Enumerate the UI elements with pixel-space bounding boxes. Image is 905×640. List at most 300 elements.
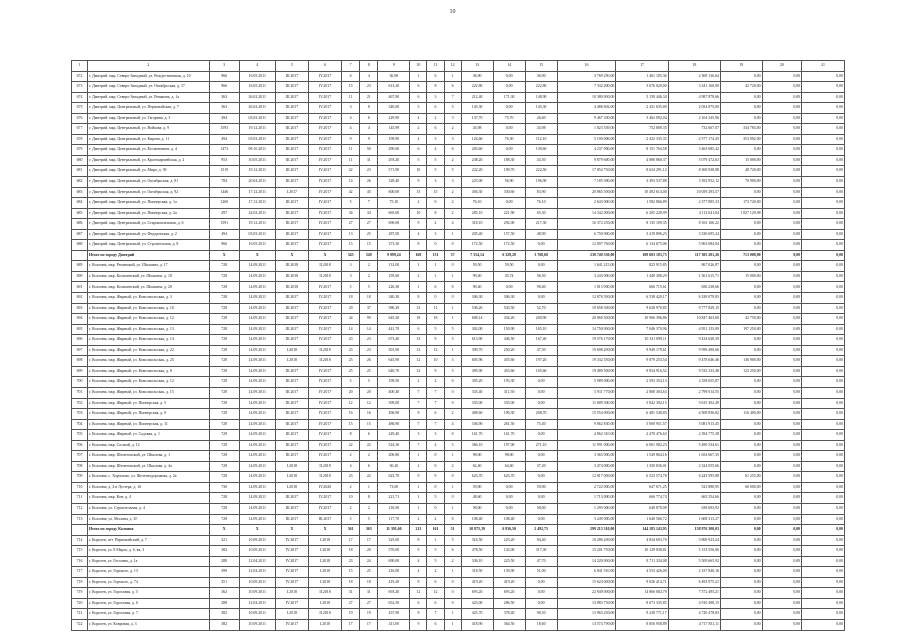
table-cell: 8 <box>410 535 427 546</box>
table-cell: 4 <box>342 461 360 472</box>
table-cell: 0,00 <box>493 198 525 209</box>
table-cell: IV.2017 <box>308 82 341 93</box>
table-cell: 222,80 <box>525 82 557 93</box>
table-cell: 4 <box>444 419 461 430</box>
table-cell: г. Коломна, мкр. Жирный, ул. Комсомольская, д. 10 <box>88 303 210 314</box>
table-cell: 716 <box>72 556 88 567</box>
table-cell: 0,00 <box>721 440 763 451</box>
table-cell: 6 <box>410 324 427 335</box>
table-cell: 728 <box>209 419 239 430</box>
table-cell: 50 <box>360 145 378 156</box>
table-cell: I.2018 <box>275 482 308 493</box>
table-cell: 8 <box>410 609 427 620</box>
table-cell: 0,00 <box>802 430 845 441</box>
table-cell: 36,90 <box>525 71 557 82</box>
table-cell: III.2017 <box>275 440 308 451</box>
table-cell: г. Королев, ул. Гороховая, д. 6 <box>88 598 210 609</box>
table-cell: 222,20 <box>461 166 493 177</box>
table-cell: 14.09.2011 <box>239 503 275 514</box>
table-cell <box>72 250 88 261</box>
table-cell: 19.12.2011 <box>239 166 275 177</box>
table-cell: IV.2017 <box>308 419 341 430</box>
table-cell: 0,00 <box>721 493 763 504</box>
table-cell: 7 332 200,00 <box>557 82 616 93</box>
table-cell: г. Дмитрий, мкр. Северо-Западный, ул. Рождественская, д. 10 <box>88 71 210 82</box>
table-cell: 4 987 878,66 <box>668 92 720 103</box>
table-cell: 42 <box>342 187 360 198</box>
column-number-header: 6 <box>308 61 341 72</box>
table-cell: 1 <box>360 482 378 493</box>
table-cell: IV.2017 <box>308 377 341 388</box>
table-cell: I.2018 <box>308 577 341 588</box>
table-cell: 441,70 <box>378 324 410 335</box>
table-cell: г. Дмитрий, мкр. Центральный, ул. Космонавтов, д. 4 <box>88 145 210 156</box>
table-cell: 17.12.2011 <box>239 187 275 198</box>
table-cell: 3 243 000,00 <box>557 271 616 282</box>
table-cell: 5 615 302,49 <box>668 398 720 409</box>
table-cell: IV.2017 <box>275 619 308 630</box>
table-cell: 62,40 <box>461 461 493 472</box>
table-row <box>72 461 845 472</box>
table-cell: 5 089 000,00 <box>557 377 616 388</box>
table-cell: 8 163 166,22 <box>668 219 720 230</box>
table-row <box>72 419 845 430</box>
table-cell: 696 <box>72 335 88 346</box>
table-cell: 0,00 <box>802 134 845 145</box>
table-cell: 700 <box>72 377 88 388</box>
table-cell: 148,90 <box>525 92 557 103</box>
table-cell: 486,90 <box>378 419 410 430</box>
table-cell: 317,30 <box>525 546 557 557</box>
table-cell: 1260 <box>209 198 239 209</box>
table-row <box>72 166 845 177</box>
table-cell: 17 852 750,00 <box>557 166 616 177</box>
table-cell: 7 554,14 <box>461 250 493 261</box>
table-cell: 5 <box>342 377 360 388</box>
table-cell: 99,40 <box>461 271 493 282</box>
table-cell: г. Дмитрий, мкр. Центральный, ул. Первомайская, д. 7 <box>88 103 210 114</box>
table-cell: IV.2017 <box>308 324 341 335</box>
table-cell: 325,00 <box>378 535 410 546</box>
table-cell: 0,00 <box>721 229 763 240</box>
table-cell: 20 <box>360 387 378 398</box>
table-cell: 199,90 <box>378 134 410 145</box>
table-cell: 14.09.2011 <box>239 493 275 504</box>
table-cell: 1 561 615,71 <box>668 271 720 282</box>
table-cell: II.2018 <box>308 461 341 472</box>
table-cell: III.2017 <box>275 324 308 335</box>
table-cell: 728 <box>209 366 239 377</box>
table-cell: 0,00 <box>802 92 845 103</box>
column-number-header: 14 <box>493 61 525 72</box>
table-cell: 1 713 000,00 <box>557 493 616 504</box>
table-row <box>72 219 845 230</box>
table-cell: 0,00 <box>762 503 802 514</box>
table-cell: 2 722 000,00 <box>557 482 616 493</box>
table-cell: 0,00 <box>762 419 802 430</box>
table-cell: 229,90 <box>378 113 410 124</box>
table-cell: 27 <box>360 598 378 609</box>
table-cell: 681 <box>72 166 88 177</box>
table-cell: 494 <box>209 113 239 124</box>
table-cell: 31 <box>360 155 378 166</box>
table-cell: 0,00 <box>762 303 802 314</box>
table-cell: 623,70 <box>461 472 493 483</box>
table-row <box>72 440 845 451</box>
table-cell: 0,00 <box>762 166 802 177</box>
table-cell: 1 <box>427 535 444 546</box>
table-row <box>72 398 845 409</box>
table-cell: 728 <box>209 398 239 409</box>
table-row <box>72 303 845 314</box>
table-cell: 17.12.2011 <box>239 198 275 209</box>
table-cell: 0 <box>444 472 461 483</box>
table-cell: 10 059 293,57 <box>668 187 720 198</box>
table-cell: 287,00 <box>378 229 410 240</box>
column-number-header: 11 <box>427 61 444 72</box>
table-cell: 363 <box>360 525 378 536</box>
table-cell: 0,00 <box>721 461 763 472</box>
table-cell: 623,70 <box>493 472 525 483</box>
table-cell: 0,00 <box>762 609 802 620</box>
table-cell: 10 492 614,00 <box>616 187 668 198</box>
table-cell: 0,00 <box>721 525 763 536</box>
table-cell: 83,90 <box>525 187 557 198</box>
table-cell: 9 879 253,54 <box>616 356 668 367</box>
table-cell: г. Коломна, мкр. Жирный, ул. Комсомольская, д. 15 <box>88 387 210 398</box>
table-cell: 728 <box>209 451 239 462</box>
column-number-header: 16 <box>557 61 616 72</box>
table-cell: 708 <box>72 461 88 472</box>
table-cell: 6 <box>427 124 444 135</box>
table-cell: 0,00 <box>721 398 763 409</box>
table-cell: 3 419 806,25 <box>616 229 668 240</box>
table-cell: X <box>308 525 341 536</box>
table-cell: 0,00 <box>721 240 763 251</box>
table-cell: 0,00 <box>802 377 845 388</box>
table-cell: 5 <box>427 493 444 504</box>
table-cell: 25 <box>360 229 378 240</box>
table-cell: 14.09.2011 <box>239 430 275 441</box>
table-cell: 172,50 <box>493 240 525 251</box>
table-cell: 14.09.2011 <box>239 451 275 462</box>
table-cell: 14.09.2011 <box>239 472 275 483</box>
table-cell: 23 <box>360 345 378 356</box>
table-cell: 0,00 <box>493 124 525 135</box>
table-cell: 19 <box>360 609 378 620</box>
table-cell: 16 <box>342 409 360 420</box>
table-cell: 0 <box>444 588 461 599</box>
table-cell: IV.2017 <box>308 219 341 230</box>
table-cell: 15 <box>360 240 378 251</box>
table-cell: 4 237 000,00 <box>557 145 616 156</box>
table-cell: 679 <box>72 145 88 156</box>
table-cell: III.2017 <box>275 430 308 441</box>
table-cell: 0,00 <box>762 250 802 261</box>
table-cell: 0,00 <box>802 419 845 430</box>
table-cell: 212,40 <box>461 92 493 103</box>
table-cell: 0,00 <box>762 82 802 93</box>
table-cell: 5 <box>427 324 444 335</box>
table-row <box>72 314 845 325</box>
table-cell: 4 <box>410 134 427 145</box>
table-cell: 26,60 <box>525 113 557 124</box>
table-cell: 7 <box>444 92 461 103</box>
column-number-header: 17 <box>616 61 668 72</box>
table-cell: 15 201 750,00 <box>557 546 616 557</box>
table-cell: 728 <box>209 503 239 514</box>
table-cell: 400,40 <box>378 387 410 398</box>
table-cell: 4 834 693,70 <box>616 535 668 546</box>
table-cell: 8 856 958,89 <box>616 619 668 630</box>
table-cell: 43,98 <box>525 124 557 135</box>
table-cell: 293,20 <box>378 155 410 166</box>
table-cell: 4 508 836,82 <box>668 409 720 420</box>
table-cell: X <box>239 250 275 261</box>
table-cell: 446,50 <box>493 335 525 346</box>
table-cell: 9 532 333,48 <box>668 366 720 377</box>
table-cell: I.2018 <box>308 567 341 578</box>
table-cell: 15 <box>427 187 444 198</box>
table-cell: X <box>239 525 275 536</box>
table-cell: 1 <box>444 71 461 82</box>
table-cell: 16.05.2011 <box>239 71 275 82</box>
table-cell: г. Дмитрий, мкр. Северо-Западный, ул. Ревякина, д. 1а <box>88 92 210 103</box>
table-cell: III.2018 <box>275 282 308 293</box>
table-cell: 205,40 <box>461 229 493 240</box>
table-cell: 351 <box>209 577 239 588</box>
table-cell: 4 <box>342 124 360 135</box>
table-cell: 14.09.2011 <box>239 482 275 493</box>
table-cell: 1 815 000,00 <box>557 282 616 293</box>
table-cell: 3 <box>444 177 461 188</box>
table-cell: 4 717 831,11 <box>668 619 720 630</box>
table-cell: 690,00 <box>378 556 410 567</box>
table-cell: 418,90 <box>461 619 493 630</box>
table-cell: 335,40 <box>461 387 493 398</box>
table-cell: г. Дмитрий, мкр. Центральный, ул. Войкова, д. 9 <box>88 124 210 135</box>
table-cell: 0,00 <box>802 588 845 599</box>
table-cell: 20 875,39 <box>461 525 493 536</box>
table-cell: I.2017 <box>275 187 308 198</box>
table-cell: 680 <box>72 155 88 166</box>
table-cell: 0,00 <box>762 293 802 304</box>
table-cell: 11 991 000,00 <box>557 440 616 451</box>
table-cell: г. Дмитрий, мкр. Центральный, ул. Красноармейская, д. 2 <box>88 155 210 166</box>
table-cell: 10 <box>410 166 427 177</box>
table-cell: I.2018 <box>275 588 308 599</box>
table-cell: 37 <box>444 250 461 261</box>
table-cell: III.2017 <box>275 166 308 177</box>
table-cell: 4 <box>410 556 427 567</box>
table-cell: 5 <box>427 155 444 166</box>
table-cell: 419,20 <box>378 577 410 588</box>
table-cell: 496,90 <box>378 409 410 420</box>
table-cell: 14.09.2011 <box>239 335 275 346</box>
table-cell: 334 783,00 <box>721 124 763 135</box>
table-cell: 117 305 201,26 <box>668 250 720 261</box>
table-cell: 0,00 <box>721 145 763 156</box>
table-cell: II.2018 <box>308 356 341 367</box>
table-cell: 99 <box>360 314 378 325</box>
table-cell: 31 <box>360 588 378 599</box>
table-cell: 7 <box>410 398 427 409</box>
table-cell: 705 <box>72 430 88 441</box>
table-cell: 695 <box>72 324 88 335</box>
table-cell: 2 <box>360 271 378 282</box>
table-cell: 16.05.2011 <box>239 82 275 93</box>
table-cell: 199,50 <box>378 377 410 388</box>
table-cell: 29 <box>342 303 360 314</box>
table-cell: 292,00 <box>493 219 525 230</box>
table-cell: IV.2017 <box>308 451 341 462</box>
table-cell: 1 <box>444 482 461 493</box>
table-cell: 0,00 <box>802 619 845 630</box>
table-cell: г. Коломна, мкр. Жирный, ул. Комсомольская, д. 13 <box>88 324 210 335</box>
table-cell: 0 <box>444 240 461 251</box>
table-cell: 5 869 923,24 <box>668 535 720 546</box>
table-cell: 5 <box>342 514 360 525</box>
table-cell: 196,90 <box>525 177 557 188</box>
table-cell: 728 <box>209 324 239 335</box>
table-cell: 467,80 <box>378 92 410 103</box>
table-cell: IV.2017 <box>308 493 341 504</box>
table-cell: 12 876 500,00 <box>557 293 616 304</box>
table-cell: 116 400,00 <box>721 409 763 420</box>
table-cell: 728 <box>209 472 239 483</box>
table-cell: IV.2017 <box>308 145 341 156</box>
table-cell: III.2017 <box>275 229 308 240</box>
table-cell: 197,00 <box>493 440 525 451</box>
table-cell: IV.2017 <box>308 198 341 209</box>
table-cell: 0,00 <box>721 377 763 388</box>
table-cell: 65,30 <box>525 208 557 219</box>
table-cell: X <box>275 525 308 536</box>
table-cell: 48 720,00 <box>721 166 763 177</box>
table-cell: 19 698 200,00 <box>557 345 616 356</box>
table-cell: 27 <box>342 598 360 609</box>
table-cell: 9 999,24 <box>378 250 410 261</box>
table-cell: 1 <box>410 71 427 82</box>
table-cell: III.2017 <box>275 177 308 188</box>
table-cell: 0,00 <box>762 145 802 156</box>
table-cell: 14 <box>342 177 360 188</box>
table-cell: г. Дмитрий, мкр. Центральный, ул. Кирова, д. 11 <box>88 134 210 145</box>
table-cell: 2 470 476,63 <box>616 430 668 441</box>
table-cell: 0,00 <box>493 282 525 293</box>
table-cell: III.2017 <box>275 113 308 124</box>
table-cell: 1 <box>444 303 461 314</box>
table-cell: 1 350 836,01 <box>616 461 668 472</box>
table-cell: 6 243 595,88 <box>668 472 720 483</box>
table-cell: г. Дмитрий, мкр. Центральный, ул. Гагарина, д. 3 <box>88 113 210 124</box>
table-cell: 706 <box>72 440 88 451</box>
table-cell: 318,10 <box>461 219 493 230</box>
table-cell: 10 <box>427 356 444 367</box>
table-cell: 0,00 <box>721 92 763 103</box>
table-cell: г. Коломна, мкр. Жирный, ул. Пионерская, д. 9 <box>88 409 210 420</box>
table-cell: 10 380 000,00 <box>557 92 616 103</box>
table-cell: 6 936,50 <box>493 525 525 536</box>
table-cell: 4 486 602,00 <box>557 103 616 114</box>
table-cell: 76,10 <box>525 198 557 209</box>
table-cell: 1 827 129,98 <box>721 208 763 219</box>
table-cell: 696,00 <box>378 219 410 230</box>
table-cell: 353 092,00 <box>721 134 763 145</box>
table-cell: 2 <box>427 514 444 525</box>
table-cell: 3 <box>444 134 461 145</box>
column-number-header: 19 <box>721 61 763 72</box>
table-cell: IV.2017 <box>308 314 341 325</box>
table-cell: 14.09.2011 <box>239 356 275 367</box>
table-cell: 0,00 <box>802 535 845 546</box>
table-cell: 108 603 183,73 <box>616 250 668 261</box>
table-cell: 4 <box>360 71 378 82</box>
table-cell: 2 577 174,45 <box>668 134 720 145</box>
table-cell: 0,00 <box>762 229 802 240</box>
table-cell: 6 <box>410 598 427 609</box>
table-row <box>72 324 845 335</box>
table-cell: 22 <box>342 440 360 451</box>
table-cell: г. Коломна, д. 4 в Лустера, д. 16 <box>88 482 210 493</box>
table-cell: 76,10 <box>461 198 493 209</box>
table-cell: 0,00 <box>721 345 763 356</box>
table-cell: г. Королев, ул. Горького, д. 74 <box>88 577 210 588</box>
table-cell: 4 910 498,15 <box>668 598 720 609</box>
table-cell: 5 <box>444 335 461 346</box>
table-cell: 0,00 <box>802 314 845 325</box>
table-cell: 1 440 308,29 <box>616 271 668 282</box>
table-cell: 08.10.2011 <box>239 145 275 156</box>
table-cell: Итого по городу Коломна <box>88 525 210 536</box>
table-cell: 9 879 600,00 <box>557 155 616 166</box>
table-cell: IV.2017 <box>275 598 308 609</box>
table-cell: III.2017 <box>275 134 308 145</box>
table-cell: 728 <box>209 282 239 293</box>
table-cell: 495,90 <box>461 366 493 377</box>
table-cell: 1 823 339,00 <box>557 124 616 135</box>
table-cell: 0 <box>427 451 444 462</box>
table-cell: 14.09.2011 <box>239 324 275 335</box>
table-cell: 0,00 <box>721 609 763 620</box>
table-cell: 9 949 179,61 <box>616 345 668 356</box>
table-cell: 652,50 <box>378 598 410 609</box>
table-cell: 157,50 <box>493 229 525 240</box>
table-cell: 0,00 <box>762 387 802 398</box>
table-cell: 225,50 <box>493 556 525 567</box>
table-cell: 318,50 <box>461 567 493 578</box>
table-cell: г. Коломна, мкр. Кон, д. 4 <box>88 493 210 504</box>
table-cell: 0,00 <box>721 588 763 599</box>
table-cell: 0,00 <box>493 82 525 93</box>
table-cell: 15 <box>360 419 378 430</box>
table-cell: 14.09.2011 <box>239 303 275 314</box>
table-cell: 0,00 <box>802 366 845 377</box>
table-cell: 0,00 <box>802 472 845 483</box>
table-cell: 297 <box>209 208 239 219</box>
table-cell: 0,00 <box>525 577 557 588</box>
table-cell: 18 <box>360 577 378 588</box>
table-cell: 382 <box>209 546 239 557</box>
table-cell: 288 <box>209 556 239 567</box>
table-cell: 143,00 <box>493 546 525 557</box>
table-cell: 549 <box>360 250 378 261</box>
table-cell: 0,00 <box>802 303 845 314</box>
table-row <box>72 282 845 293</box>
table-cell: 138 976 300,03 <box>668 525 720 536</box>
column-number-header: 15 <box>525 61 557 72</box>
table-cell: 5 153 556,06 <box>668 546 720 557</box>
